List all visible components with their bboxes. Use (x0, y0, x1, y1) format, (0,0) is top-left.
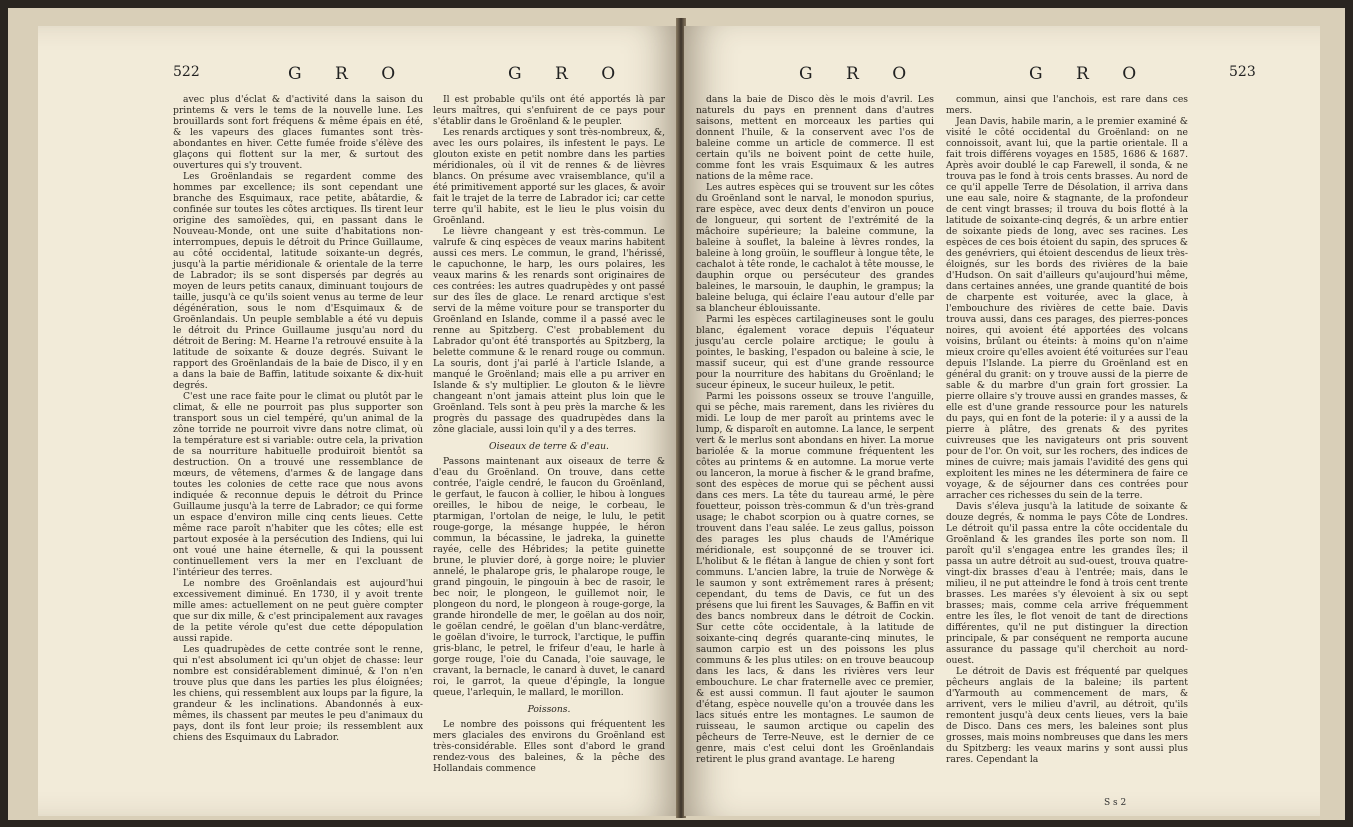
signature-mark: S s 2 (1104, 798, 1127, 808)
running-head-right-a: G R O (799, 64, 921, 84)
left-page (38, 26, 678, 816)
paragraph: Davis s'éleva jusqu'à la latitude de soixante & douze degrés, & nomma le pays Côte de Londres. Le détroit qu'il passa entre la côte occidentale du Groënland & les grandes îles porte son nom. Il paroît qu'il s'engagea entre les grandes îles; il passa un autre détroit au sud-ouest, trouva quatre-vingt-dix brasses d'eau à l'entrée; mais, dans le milieu, il ne put atteindre le fond à trois cent trente brasses. Les marées s'y élevoient à six ou sept brasses; mais, comme cela arrive fréquemment entre les îles, le flot venoit de tant de directions différentes, qu'il ne put distinguer la direction principale, & par conséquent ne remporta aucune assurance du passage qu'il cherchoit au nord-ouest. (946, 501, 1188, 666)
section-heading-fish: Poissons. (527, 704, 571, 715)
right-page (684, 26, 1320, 816)
paragraph: C'est une race faite pour le climat ou plutôt par le climat, & elle ne pourroit pas plus supporter son transport sous un ciel tempéré, qu'un animal de la zône torride ne pourroit vivre dans notre climat, où la température est si variable: outre cela, la privation de sa nourriture habituelle produiroit bientôt sa destruction. On a trouvé une ressemblance de mœurs, de vêtemens, d'armes & de langage dans toutes les colonies de cette race que nous avons indiquée & reconnue depuis le détroit du Prince Guillaume jusqu'à la terre de Labrador; ce qui forme un espace d'environ mille cinq cents lieues. Cette même race paroît n'habiter que les côtes; elle est partout exposée à la persécution des Indiens, qui lui ont voué une haine éternelle, & qui la poussent continuellement vers la mer en l'excluant de l'intérieur des terres. (173, 391, 423, 578)
running-head-left-b: G R O (508, 64, 630, 84)
running-head-left-a: G R O (288, 64, 410, 84)
right-column-2 (946, 94, 1188, 765)
left-column-1 (173, 94, 423, 743)
page-number-left: 522 (173, 64, 200, 80)
paragraph: Les Groënlandais se regardent comme des hommes par excellence; ils sont cependant une branche des Esquimaux, race petite, abâtardie, & confinée sur toutes les côtes arctiques. Ils tirent leur origine des samoïèdes, qui, en passant dans le Nouveau-Monde, ont une suite d'habitations non-interrompues, depuis le détroit du Prince Guillaume, au côté occidental, latitude soixante-un degrés, jusqu'à la partie méridionale & orientale de la terre de Labrador; ils se sont dispersés par degrés au moyen de leurs petits canaux, diminuant toujours de taille, jusqu'à ce qu'ils soient venus au terme de leur dégénération, sous le nom d'Esquimaux & de Groënlandais. Un peuple semblable a été vu depuis le détroit du Prince Guillaume jusqu'au nord du détroit de Bering: M. Hearne l'a retrouvé ensuite à la latitude de soixante & douze degrés. Suivant le rapport des Groënlandais de la baie de Disco, il y en a dans la baie de Baffin, latitude soixante & dix-huit degrés. (173, 171, 423, 391)
paragraph: dans la baie de Disco dès le mois d'avril. Les naturels du pays en prennent dans d'autres saisons, mettent en morceaux les parties qui donnent l'huile, & la conservent avec l'os de baleine comme un article de commerce. Il est certain qu'ils ne boivent point de cette huile, comme font les vrais Esquimaux & les autres nations de la même race. (696, 94, 934, 182)
paragraph: avec plus d'éclat & d'activité dans la saison du printems & vers le tems de la nouvelle lune. Les brouillards sont fort fréquens & même épais en été, & les vapeurs des glaces fumantes sont très-abondantes en hiver. Cette fumée froide s'élève des glaçons qui flottent sur la mer, & surtout des ouvertures qui s'y trouvent. (173, 94, 423, 171)
paragraph: Il est probable qu'ils ont été apportés là par leurs maîtres, qui s'enfuirent de ce pays pour s'établir dans le Groënland & le peupler. (433, 94, 665, 127)
running-head-right-b: G R O (1029, 64, 1151, 84)
paragraph: Le nombre des poissons qui fréquentent les mers glaciales des environs du Groënland est très-considérable. Elles sont d'abord le grand rendez-vous des baleines, & la pêche des Hollandais commence (433, 719, 665, 774)
paragraph: Parmi les poissons osseux se trouve l'anguille, qui se pêche, mais rarement, dans les rivières du midi. Le loup de mer paroît au printems avec le lump, & disparoît en automne. La lance, le serpent vert & le merlus sont abondans en hiver. La morue bariolée & la morue commune fréquentent les côtes au printems & en automne. La morue verte ou lanceron, la morue à fischer & le grand brafme, sont des espèces de morue qui se pêchent aussi dans ces mers. La tête du taureau armé, le père fouetteur, poisson très-commun & d'un très-grand usage; le chabot scorpion ou à quatre cornes, se trouvent dans l'eau salée. Le zeus gallus, poisson des parages les plus chauds de l'Amérique méridionale, est soupçonné de se trouver ici. L'holibut & le flétan à langue de chien y sont fort communs. L'ancien labre, la truie de Norwège & le saumon y sont extrêmement rares à présent; cependant, du tems de Davis, ce fut un des présens que lui firent les Sauvages, & Baffin en vit des bancs nombreux dans le détroit de Cockin. Sur cette côte occidentale, à la latitude de soixante-cinq degrés quarante-cinq minutes, le saumon carpio est un des poissons les plus communs & les plus utiles: on en trouve beaucoup dans les lacs, & dans les rivières vers leur embouchure. Le char fraternelle avec ce premier, & est aussi commun. Il faut ajouter le saumon d'étang, espèce nouvelle qu'on a trouvée dans les lacs situés entre les montagnes. Le saumon de ruisseau, le saumon arctique ou capelin des pêcheurs de Terre-Neuve, est le dernier de ce genre, mais c'est celui dont les Groënlandais retirent le plus grand avantage. Le hareng (696, 391, 934, 765)
paragraph: Les autres espèces qui se trouvent sur les côtes du Groënland sont le narval, le monodon spurius, rare espèce, avec deux dents d'environ un pouce de longueur, qui sortent de l'extrémité de la mâchoire supérieure; la baleine commune, la baleine à souflet, la baleine à lèvres rondes, la baleine à long groüin, le souffleur à longue tête, le cachalot à tête ronde, le cachalot à tête mousse, le dauphin orque ou persécuteur des grandes baleines, le marsouin, le dauphin, le grampus; la baleine beluga, qui éclaire l'eau autour d'elle par sa blancheur éblouissante. (696, 182, 934, 314)
paragraph: Le détroit de Davis est fréquenté par quelques pêcheurs anglais de la baleine; ils partent d'Yarmouth au commencement de mars, & arrivent, vers le milieu d'avril, au détroit, qu'ils remontent jusqu'à deux cents lieues, vers la baie de Disco. Dans ces mers, les baleines sont plus grosses, mais moins nombreuses que dans les mers du Spitzberg: les veaux marins y sont aussi plus rares. Cependant la (946, 666, 1188, 765)
open-book (8, 8, 1345, 820)
right-column-1 (696, 94, 934, 765)
paragraph: Les quadrupèdes de cette contrée sont le renne, qui n'est absolument ici qu'un objet de chasse: leur nombre est considérablement diminué, & l'on n'en trouve plus que dans les parties les plus éloignées; les chiens, qui ressemblent aux loups par la figure, la grandeur & les inclinations. Abandonnés à eux-mêmes, ils chassent par meutes le peu d'animaux du pays, dont ils font leur proie; ils ressemblent aux chiens des Esquimaux du Labrador. (173, 644, 423, 743)
paragraph: Passons maintenant aux oiseaux de terre & d'eau du Groënland. On trouve, dans cette contrée, l'aigle cendré, le faucon du Groënland, le gerfaut, le faucon à collier, le hibou à longues oreilles, le hibou de neige, le corbeau, le ptarmigan, l'ortolan de neige, le lulu, le petit rouge-gorge, la mésange huppée, le héron commun, la bécassine, le jadreka, la guinette rayée, celle des Hébrides; la petite guinette brune, le pluvier doré, à gorge noire; le pluvier annelé, le phalarope gris, le phalarope rouge, le grand pingouin, le pingouin à bec de rasoir, le bec noir, le plongeon, le guillemot noir, le plongeon du nord, le plongeon à rouge-gorge, la grande hirondelle de mer, le goëlan au dos noir, le goëlan cendré, le goëlan d'un blanc-verdâtre, le goëlan d'ivoire, le turrock, l'arctique, le puffin gris-blanc, le petrel, le frifeur d'eau, le harle à gorge rouge, l'oie du Canada, l'oie sauvage, le cravant, la bernacle, le canard à duvet, le canard roi, le garrot, la queue d'épingle, la longue queue, l'arlequin, le mallard, le morillon. (433, 456, 665, 698)
paragraph: Parmi les espèces cartilagineuses sont le goulu blanc, également vorace depuis l'équateur jusqu'au cercle polaire arctique; le goulu à pointes, le basking, l'espadon ou baleine à scie, le massif suceur, qui est d'une grande ressource pour la nourriture des habitans du Groënland; le suceur épineux, le suceur huileux, le petit. (696, 314, 934, 391)
section-heading-birds: Oiseaux de terre & d'eau. (489, 441, 609, 452)
paragraph: commun, ainsi que l'anchois, est rare dans ces mers. (946, 94, 1188, 116)
paragraph: Jean Davis, habile marin, a le premier examiné & visité le côté occidental du Groënland: on ne connoissoit, avant lui, que la partie orientale. Il a fait trois différens voyages en 1585, 1686 & 1687. Après avoir doublé le cap Farewell, il sonda, & ne trouva pas le fond à trois cents brasses. Au nord de ce qu'il appelle Terre de Désolation, il arriva dans une eau sale, noire & stagnante, de la profondeur de cent vingt brasses; il trouva du bois flotté à la latitude de soixante-cinq degrés, & un arbre entier de soixante pieds de long, avec ses racines. Les espèces de ces bois étoient du sapin, des spruces & des genévriers, qui étoient descendus de lieux très-éloignés, sur les bords des rivières de la baie d'Hudson. On sait d'ailleurs qu'aujourd'hui même, dans certaines années, une grande quantité de bois de charpente est voiturée, avec la glace, à l'embouchure des rivières de cette baie. Davis trouva aussi, dans ces parages, des pierres-ponces noires, qui avoient été apportées des volcans voisins, brûlant ou éteints: à moins qu'on n'aime mieux croire qu'elles avoient été voiturées sur l'eau depuis l'Islande. La pierre du Groënland est en général du granit: on y trouve aussi de la pierre de sable & du marbre d'un grain fort grossier. La pierre ollaire s'y trouve aussi en grandes masses, & elle est d'une grande ressource pour les naturels du pays, qui en font de la poterie: il y a aussi de la pierre à plâtre, des grenats & des pyrites cuivreuses que les navigateurs ont pris souvent pour de l'or. On voit, sur les rochers, des indices de mines de cuivre; mais jamais l'avidité des gens qui exploitent les mines ne les déterminera de faire ce voyage, & de séjourner dans ces contrées pour arracher ces richesses du sein de la terre. (946, 116, 1188, 501)
paragraph: Les renards arctiques y sont très-nombreux, &, avec les ours polaires, ils infestent le pays. Le glouton existe en petit nombre dans les parties méridionales, où il vit de rennes & de lièvres blancs. On présume avec vraisemblance, qu'il a été primitivement apporté sur les glaces, & avoir fait le trajet de la terre de Labrador ici; car cette terre qu'il habite, est le lieu le plus voisin du Groënland. (433, 127, 665, 226)
left-column-2 (433, 94, 665, 774)
paragraph: Le lièvre changeant y est très-commun. Le valrufe & cinq espèces de veaux marins habitent aussi ces mers. Le commun, le grand, l'hérissé, le capuchonne, le harp, les ours polaires, les veaux marins & les renards sont originaires de ces contrées: les autres quadrupèdes y ont passé sur des îles de glace. Le renard arctique s'est servi de la même voiture pour se transporter du Groënland en Islande, comme il a passé avec le renne au Spitzberg. C'est probablement du Labrador qu'ont été transportés au Spitzberg, la belette commune & le renard rouge ou commun. La souris, dont j'ai parlé à l'article Islande, a manqué le Groënland; mais elle a pu arriver en Islande & s'y multiplier. Le glouton & le lièvre changeant n'ont jamais atteint plus loin que le Groënland. Tels sont à peu près la marche & les progrès du passage des quadrupèdes dans la zône glaciale, aussi loin qu'il y a des terres. (433, 226, 665, 435)
paragraph: Le nombre des Groënlandais est aujourd'hui excessivement diminué. En 1730, il y avoit trente mille ames: actuellement on ne peut guère compter que sur dix mille, & c'est principalement aux ravages de la petite vérole qu'est due cette dépopulation aussi rapide. (173, 578, 423, 644)
page-number-right: 523 (1229, 64, 1256, 80)
